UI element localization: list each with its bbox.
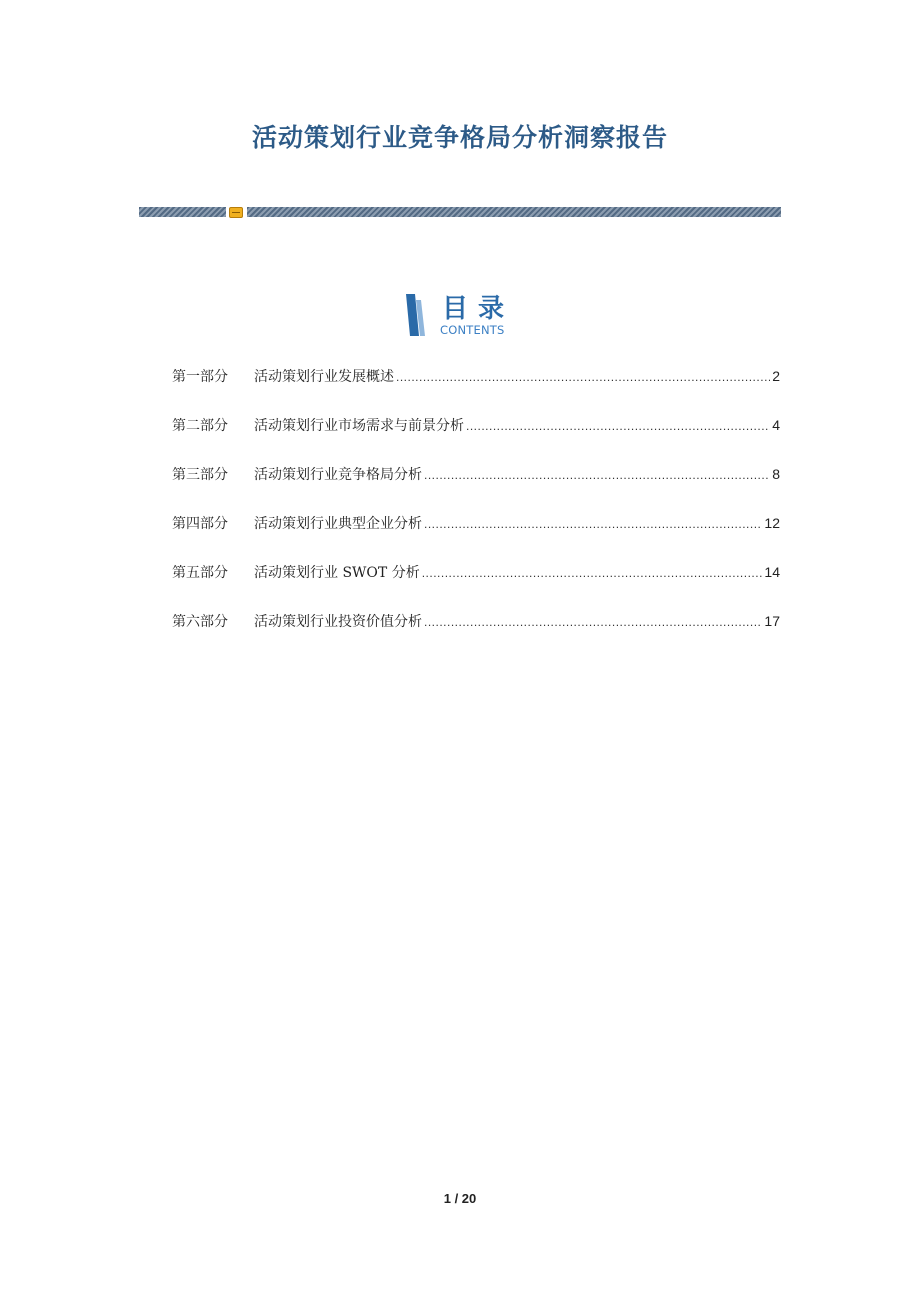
toc-entry[interactable] bbox=[172, 464, 780, 513]
toc-entry[interactable] bbox=[172, 366, 780, 415]
toc-list bbox=[172, 366, 780, 660]
toc-entry[interactable] bbox=[172, 562, 780, 611]
toc-leader-dots bbox=[424, 615, 762, 629]
toc-entry-page: 8 bbox=[772, 466, 780, 482]
toc-heading-en: CONTENTS bbox=[440, 323, 505, 337]
toc-entry-part: 第三部分 bbox=[172, 467, 228, 483]
toc-entry-part: 第五部分 bbox=[172, 565, 228, 581]
toc-logo-icon bbox=[406, 294, 428, 336]
toc-heading-cn: 目录 bbox=[442, 294, 515, 324]
toc-entry-title: 活动策划行业典型企业分析 bbox=[254, 516, 422, 532]
toc-leader-dots bbox=[424, 468, 770, 482]
page-indicator: 1 / 20 bbox=[443, 1191, 477, 1206]
toc-leader-dots bbox=[422, 566, 763, 580]
toc-leader-dots bbox=[396, 370, 770, 384]
toc-entry-page: 2 bbox=[772, 368, 780, 384]
toc-entry[interactable] bbox=[172, 415, 780, 464]
toc-leader-dots bbox=[424, 517, 762, 531]
toc-leader-dots bbox=[466, 419, 770, 433]
toc-entry-page: 14 bbox=[764, 564, 780, 580]
title-divider-left bbox=[139, 207, 226, 217]
toc-entry-title: 活动策划行业发展概述 bbox=[254, 369, 394, 385]
toc-entry[interactable] bbox=[172, 513, 780, 562]
toc-entry-title: 活动策划行业 SWOT 分析 bbox=[254, 565, 420, 581]
toc-entry-part: 第二部分 bbox=[172, 418, 228, 434]
toc-entry-page: 12 bbox=[764, 515, 780, 531]
toc-entry-page: 17 bbox=[764, 613, 780, 629]
toc-entry-part: 第六部分 bbox=[172, 614, 228, 630]
toc-entry-part: 第四部分 bbox=[172, 516, 228, 532]
toc-entry-title: 活动策划行业投资价值分析 bbox=[254, 614, 422, 630]
title-divider-right bbox=[247, 207, 781, 217]
toc-entry-page: 4 bbox=[772, 417, 780, 433]
toc-entry[interactable] bbox=[172, 611, 780, 660]
document-title: 活动策划行业竞争格局分析洞察报告 bbox=[251, 123, 668, 152]
divider-book-icon bbox=[229, 207, 243, 218]
toc-entry-title: 活动策划行业市场需求与前景分析 bbox=[254, 418, 464, 434]
toc-heading bbox=[406, 292, 536, 342]
toc-entry-title: 活动策划行业竞争格局分析 bbox=[254, 467, 422, 483]
toc-entry-part: 第一部分 bbox=[172, 369, 228, 385]
